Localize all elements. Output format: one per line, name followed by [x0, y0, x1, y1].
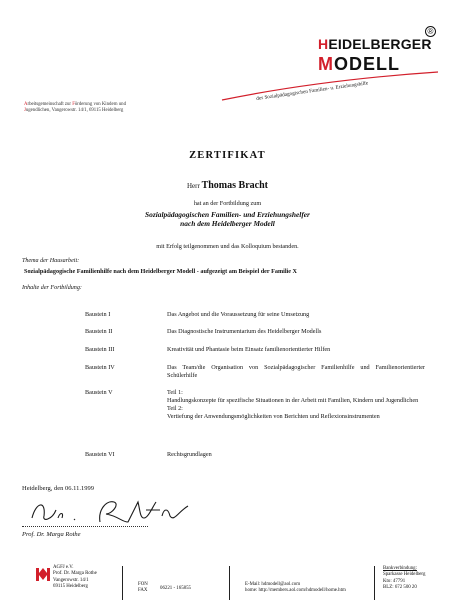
module-name: Baustein II — [85, 328, 113, 335]
module-name: Baustein V — [85, 389, 113, 396]
bank-line: BLZ: 672 500 20 — [383, 584, 417, 590]
org-line-1: Arbeitsgemeinschaft zur Förderung von Kindern und — [24, 102, 126, 107]
fon-label: FON — [138, 582, 148, 587]
success-statement: mit Erfolg teilgenommen und das Kolloquium bestanden. — [156, 243, 299, 250]
bank-title: Bankverbindung: — [383, 566, 417, 571]
module-desc-multi — [167, 389, 425, 421]
module-name: Baustein I — [85, 311, 111, 318]
module-desc-line: Teil 1: — [167, 389, 183, 396]
qualification — [0, 210, 455, 229]
org-line-2: Jugendlichen, Vangerowstr. 14/1, 69115 Heidelberg — [24, 108, 124, 114]
salutation: Herr — [187, 182, 200, 190]
module-desc-line: Handlungskonzepte für spezifische Situationen in der Arbeit mit Familien, Kindern und Jugendlichen — [167, 397, 419, 404]
email-link[interactable]: E-Mail: hdmodell@aol.com — [245, 582, 301, 587]
footer-address-line: 69115 Heidelberg — [53, 583, 88, 589]
module-desc: Rechtsgrundlagen — [167, 451, 212, 458]
registered-mark: ® — [425, 26, 436, 37]
module-desc: Das Team/die Organisation von Sozialpädagogischer Familienhilfe und Familienorientierter Schülerhilfe — [167, 364, 425, 379]
place-and-date: Heidelberg, den 06.11.1999 — [22, 485, 95, 492]
organization-address — [24, 102, 126, 114]
bank-line: Kto: 47791 — [383, 578, 406, 584]
footer-contact — [245, 582, 346, 595]
logo-line-2: MODELL — [318, 54, 400, 74]
certificate-title: ZERTIFIKAT — [189, 150, 266, 161]
module-name: Baustein VI — [85, 451, 115, 458]
module-desc: Kreativität und Phantasie beim Einsatz familienorientierter Hilfen — [167, 346, 331, 353]
fax-label: FAX — [138, 588, 148, 594]
handwritten-signature — [28, 492, 198, 528]
footer-bank — [383, 566, 425, 591]
footer-divider — [122, 566, 123, 600]
module-desc: Das Diagnostische Instrumentarium des Heidelberger Modells — [167, 328, 322, 335]
footer-address-line: AGFJ e.V. — [53, 565, 74, 570]
contents-label: Inhalte der Fortbildung: — [22, 285, 82, 291]
footer-address-line: Vangerowstr. 14/1 — [53, 577, 89, 583]
module-desc-line: Vertiefung der Anwendungsmöglichkeiten von Berichten und Reflexionsinstrumenten — [167, 413, 380, 420]
module-desc-line: Teil 2: — [167, 405, 183, 412]
footer-address-line: Prof. Dr. Marga Rothe — [53, 571, 97, 577]
footer-phone-number: 06221 - 165855 — [160, 586, 191, 591]
module-name: Baustein IV — [85, 364, 115, 371]
thesis-topic: Sozialpädagogische Familienhilfe nach dem Heidelberger Modell - aufgezeigt am Beispiel der Familie X — [24, 268, 298, 275]
logo-tagline: des Sozialpädagogischen Familien- u. Erziehungshilfe — [256, 80, 369, 102]
footer-divider — [374, 566, 375, 600]
recipient-name: Thomas Bracht — [201, 180, 268, 191]
module-desc: Das Angebot und die Voraussetzung für seine Umsetzung — [167, 311, 310, 318]
logo-line-1: HEIDELBERGER — [318, 36, 432, 52]
training-intro: hat an der Fortbildung zum — [193, 200, 262, 207]
thesis-label: Thema der Hausarbeit: — [22, 258, 80, 264]
footer-divider — [229, 566, 230, 600]
footer-address — [53, 565, 97, 590]
homepage-link[interactable]: home: http://members.aol.com/hdmodell/home.htm — [245, 588, 346, 594]
module-name: Baustein III — [85, 346, 115, 353]
bank-line: Sparkasse Heidelberg — [383, 572, 426, 578]
footer-phone-labels — [138, 582, 148, 595]
qualification-line-2: nach dem Heidelberger Modell — [180, 219, 275, 229]
signer-name: Prof. Dr. Marga Rothe — [22, 531, 81, 538]
footer-logo-icon — [34, 565, 52, 583]
recipient — [0, 180, 455, 191]
signature-line — [22, 526, 148, 529]
qualification-line-1: Sozialpädagogischen Familien- und Erziehungshelfer — [145, 210, 310, 219]
